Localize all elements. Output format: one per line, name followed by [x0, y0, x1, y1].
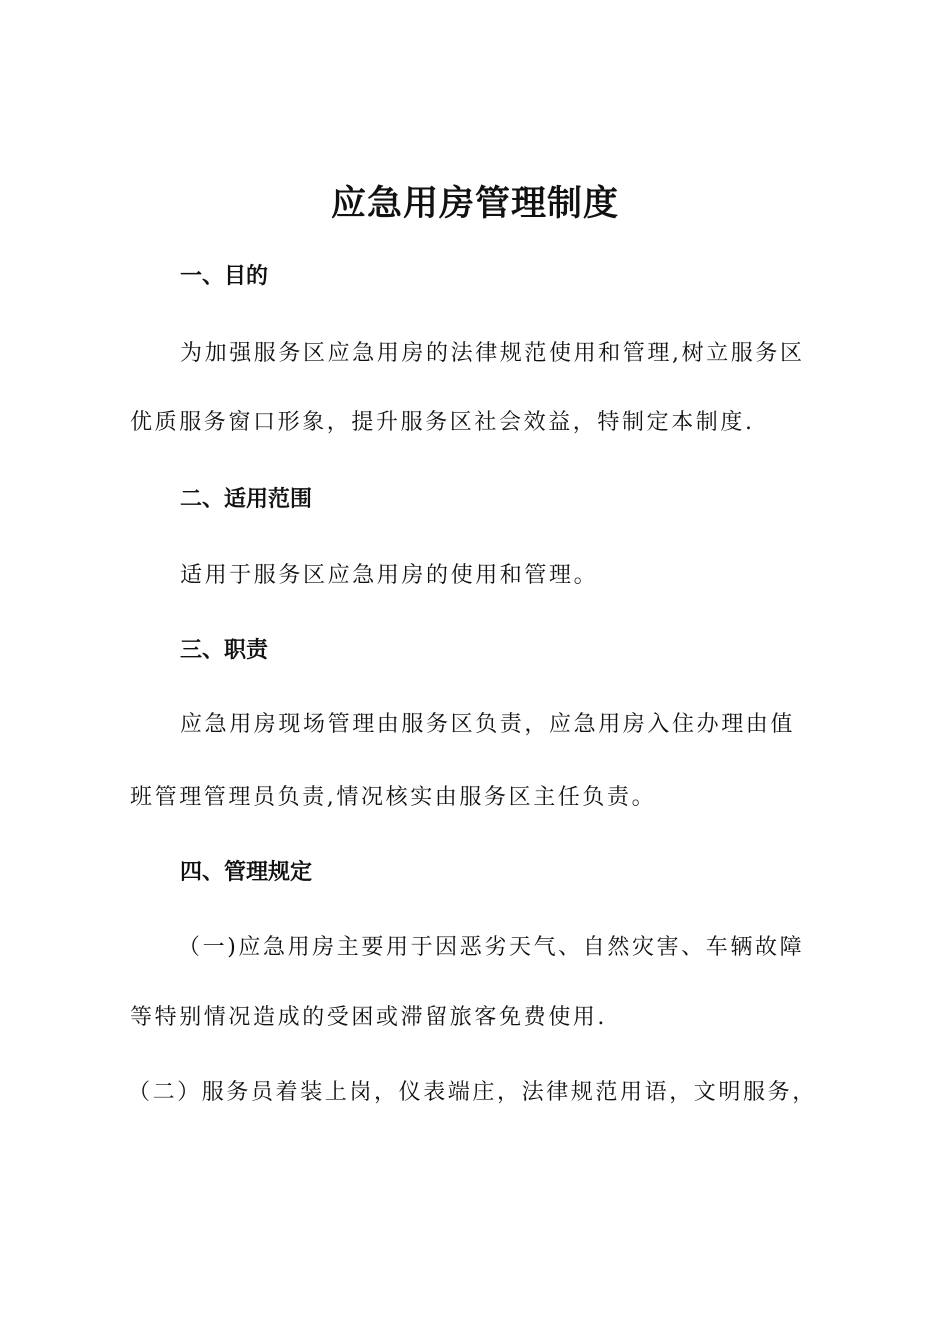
section-heading-purpose: 一、目的: [180, 264, 269, 289]
section-heading-responsibilities: 三、职责: [180, 638, 269, 663]
paragraph-line: （二）服务员着装上岗，仪表端庄，法律规范用语，文明服务，: [128, 1080, 817, 1105]
paragraph-line: 班管理管理员负责,情况核实由服务区主任负责。: [130, 785, 657, 810]
paragraph-line: 为加强服务区应急用房的法律规范使用和管理,树立服务区: [180, 341, 805, 366]
document-title: 应急用房管理制度: [330, 184, 619, 224]
paragraph-line: 优质服务窗口形象，提升服务区社会效益，特制定本制度.: [130, 410, 755, 435]
paragraph-line: 等特别情况造成的受困或滞留旅客免费使用.: [130, 1005, 607, 1030]
section-heading-scope: 二、适用范围: [180, 487, 313, 512]
section-heading-regulations: 四、管理规定: [180, 860, 313, 885]
paragraph-line: （一)应急用房主要用于因恶劣天气、自然灾害、车辆故障: [178, 935, 805, 960]
paragraph-line: 应急用房现场管理由服务区负责，应急用房入住办理由值: [180, 712, 796, 737]
paragraph-line: 适用于服务区应急用房的使用和管理。: [180, 563, 599, 588]
